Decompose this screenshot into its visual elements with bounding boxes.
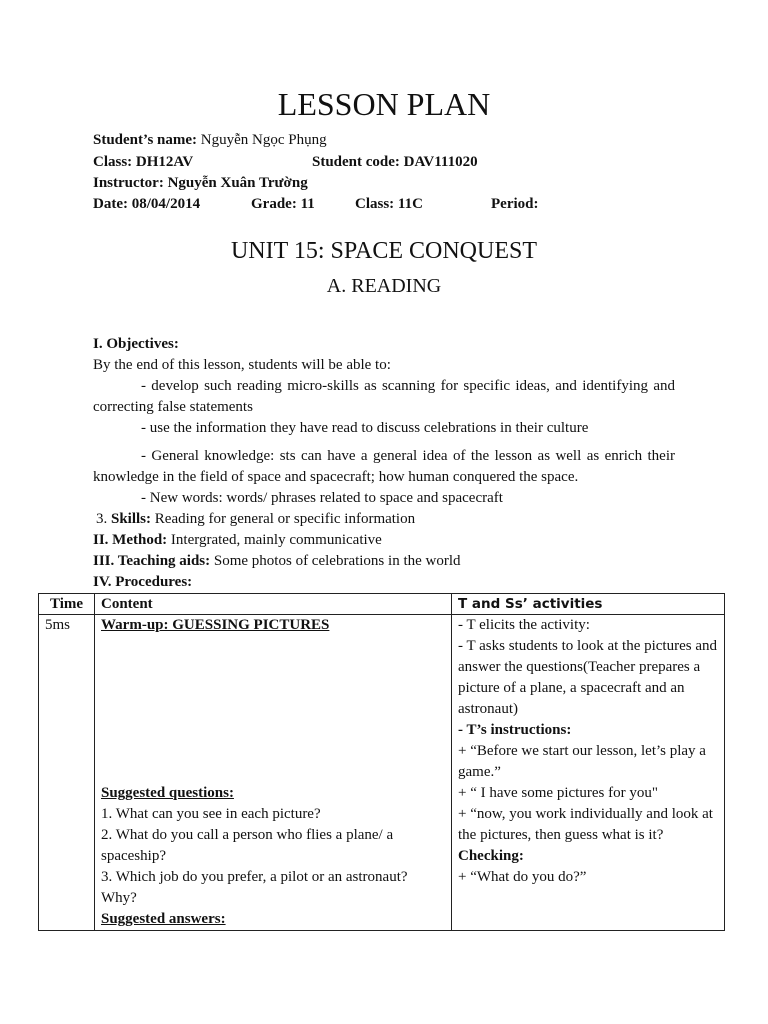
method-value: Intergrated, mainly communicative bbox=[170, 532, 382, 548]
instructions-heading: - T’s instructions: bbox=[458, 722, 572, 738]
objective-item-3 bbox=[93, 446, 675, 488]
instruction-2: + “ I have some pictures for you" bbox=[458, 785, 658, 801]
instructor-line: Instructor: Nguyễn Xuân Trường bbox=[93, 175, 308, 191]
class-label: Class: DH12AV bbox=[93, 154, 194, 170]
page-title: LESSON PLAN bbox=[277, 86, 491, 122]
header-activities: T and Ss’ activities bbox=[452, 594, 725, 615]
header-content: Content bbox=[95, 594, 452, 615]
row-time-text: 5ms bbox=[45, 617, 71, 633]
table-header-row bbox=[39, 594, 725, 615]
procedures-heading: IV. Procedures: bbox=[93, 574, 193, 590]
skills-value: Reading for general or specific information bbox=[154, 511, 416, 527]
instruction-1: + “Before we start our lesson, let’s play a game.” bbox=[458, 743, 706, 780]
student-code-line bbox=[312, 152, 478, 172]
question-2: 2. What do you call a person who flies a plane/ a spaceship? bbox=[101, 827, 394, 864]
table-row bbox=[39, 615, 725, 931]
activity-2: - T asks students to look at the pictures and answer the questions(Teacher prepares a picture of a plane, a spacecraft and an astronaut) bbox=[458, 638, 717, 717]
suggested-questions-heading: Suggested questions: bbox=[101, 785, 234, 801]
student-name-line: Student’s name: Nguyễn Ngọc Phụng bbox=[93, 132, 327, 148]
header-time: Time bbox=[39, 594, 95, 615]
row-time bbox=[39, 615, 95, 931]
section-title: A. READING bbox=[326, 275, 442, 297]
method-line bbox=[93, 530, 382, 550]
activity-1: - T elicits the activity: bbox=[458, 617, 590, 633]
objective-item-2: - use the information they have read to discuss celebrations in their culture bbox=[141, 420, 589, 436]
class-line bbox=[93, 152, 193, 172]
class2-label: Class: 11C bbox=[355, 196, 423, 212]
objectives-heading: I. Objectives: bbox=[93, 336, 179, 352]
instruction-3: + “now, you work individually and look at the pictures, then guess what is it? bbox=[458, 806, 713, 843]
method-label: II. Method: bbox=[93, 532, 168, 548]
objective-item-1 bbox=[93, 376, 675, 418]
skills-line bbox=[96, 509, 415, 529]
date-label: Date: 08/04/2014 bbox=[93, 196, 201, 212]
unit-title: UNIT 15: SPACE CONQUEST bbox=[230, 238, 538, 264]
question-1: 1. What can you see in each picture? bbox=[101, 806, 321, 822]
aids-value: Some photos of celebrations in the world bbox=[213, 553, 461, 569]
row-content bbox=[95, 615, 452, 931]
objectives-intro: By the end of this lesson, students will be able to: bbox=[93, 357, 391, 373]
objective-item-4: - New words: words/ phrases related to space and spacecraft bbox=[141, 490, 503, 506]
checking-heading: Checking: bbox=[458, 848, 524, 864]
skills-number: 3. bbox=[96, 511, 108, 527]
student-code-label: Student code: DAV111020 bbox=[312, 154, 478, 170]
aids-line bbox=[93, 551, 461, 571]
grade-label: Grade: 11 bbox=[251, 196, 315, 212]
objective-item-3-text: - General knowledge: sts can have a general idea of the lesson as well as enrich their knowledge in the field of space and spacecraft; how human conquered the space. bbox=[93, 448, 675, 485]
row-activities bbox=[452, 615, 725, 931]
student-name-value: Nguyễn Ngọc Phụng bbox=[200, 132, 327, 148]
student-name-label: Student’s name bbox=[93, 132, 193, 148]
instructor-label: Instructor bbox=[93, 175, 159, 191]
checking-1: + “What do you do?” bbox=[458, 869, 587, 885]
instructor-value: Nguyễn Xuân Trường bbox=[167, 175, 308, 191]
skills-label: Skills: bbox=[111, 511, 152, 527]
aids-label: III. Teaching aids: bbox=[93, 553, 211, 569]
period-label: Period: bbox=[491, 196, 539, 212]
objective-item-1-text: - develop such reading micro-skills as scanning for specific ideas, and identifying and correcting false statements bbox=[93, 378, 675, 415]
suggested-answers-heading: Suggested answers: bbox=[101, 911, 226, 927]
question-3: 3. Which job do you prefer, a pilot or an astronaut? Why? bbox=[101, 869, 408, 906]
procedures-table bbox=[38, 593, 725, 931]
warmup-heading: Warm-up: GUESSING PICTURES bbox=[101, 617, 330, 633]
